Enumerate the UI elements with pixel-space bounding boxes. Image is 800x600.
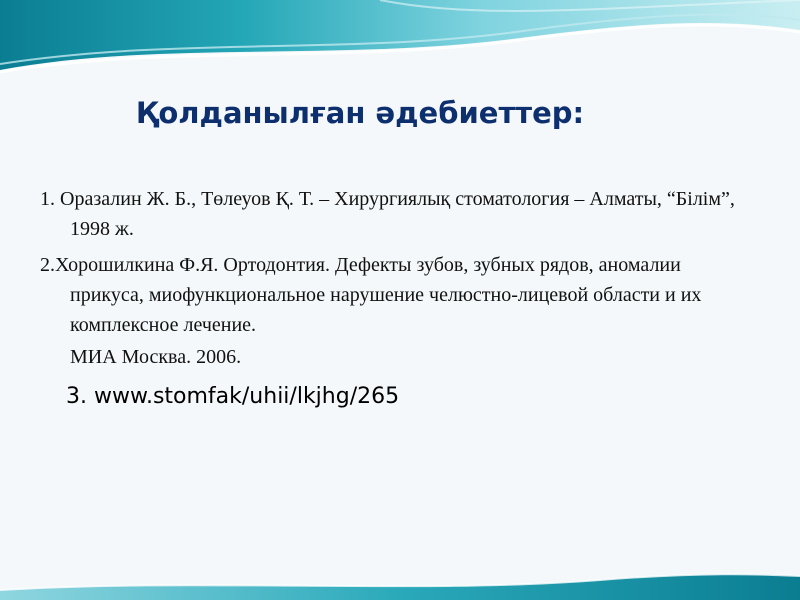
reference-url-3: www.stomfak/uhii/lkjhg/265 (94, 384, 400, 409)
reference-publisher-2: МИА Москва. 2006. (70, 346, 242, 368)
reference-number-1: 1. (40, 188, 55, 210)
reference-number-3: 3. (66, 384, 87, 409)
reference-item-2-publisher (32, 342, 752, 372)
slide-title: Қолданылған әдебиеттер: (135, 96, 585, 130)
footer-wave-decoration (0, 560, 800, 600)
reference-item-3 (32, 382, 752, 412)
header-decoration (0, 0, 800, 95)
wave-decoration (0, 0, 800, 95)
reference-list (32, 184, 752, 434)
reference-item-2 (32, 250, 752, 340)
reference-text-1: Оразалин Ж. Б., Төлеуов Қ. Т. – Хирургиялық стоматология – Алматы, “Білім”, 1998 ж. (60, 188, 735, 240)
reference-item-1 (32, 184, 752, 244)
reference-text-2: Хорошилкина Ф.Я. Ортодонтия. Дефекты зубов, зубных рядов, аномалии прикуса, миофункциональное нарушение челюстно-лицевой области и их комплексное лечение. (55, 254, 702, 336)
reference-number-2: 2. (40, 254, 55, 276)
